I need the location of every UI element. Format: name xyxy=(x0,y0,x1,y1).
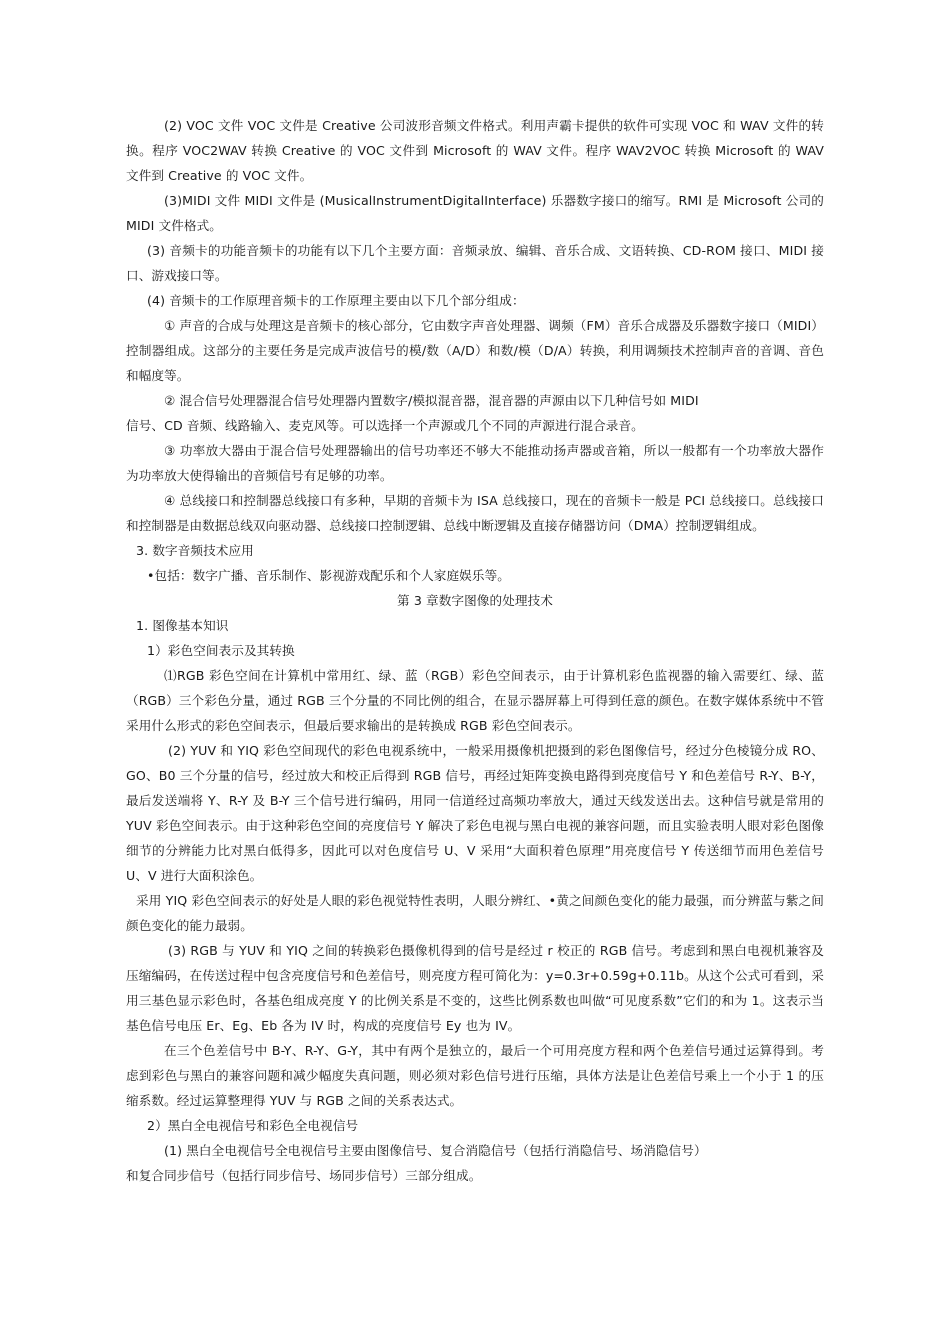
document-body xyxy=(126,113,824,1188)
section-heading-image-basics: 1. 图像基本知识 xyxy=(136,618,229,633)
subsection-heading-tv-signal: 2）黑白全电视信号和彩色全电视信号 xyxy=(147,1118,359,1133)
paragraph-rgb: ⑴RGB 彩色空间在计算机中常用红、绿、蓝（RGB）彩色空间表示，由于计算机彩色监视器的输入需要红、绿、蓝（RGB）三个彩色分量，通过 RGB 三个分量的不同比例的组合，在显示器屏幕上可得到任意的颜色。在数字媒体系统中不管采用什么形式的彩色空间表示，但最后要求输出的是转换成 RGB 彩色空间表示。 xyxy=(126,668,824,733)
paragraph-mixer: ② 混合信号处理器混合信号处理器内置数字/模拟混音器，混音器的声源由以下几种信号如 MIDI xyxy=(164,393,699,408)
paragraph-bw-signal-cont: 和复合同步信号（包括行同步信号、场同步信号）三部分组成。 xyxy=(126,1168,482,1183)
paragraph-voc-file: (2) VOC 文件 VOC 文件是 Creative 公司波形音频文件格式。利用声霸卡提供的软件可实现 VOC 和 WAV 文件的转换。程序 VOC2WAV 转换 Creative 的 VOC 文件到 Microsoft 的 WAV 文件。程序 WAV2VOC 转换 Microsoft 的 WAV 文件到 Creative 的 VOC 文件。 xyxy=(126,118,824,183)
paragraph-bw-signal: (1) 黑白全电视信号全电视信号主要由图像信号、复合消隐信号（包括行消隐信号、场消隐信号） xyxy=(164,1143,707,1158)
paragraph-applications: •包括：数字广播、音乐制作、影视游戏配乐和个人家庭娱乐等。 xyxy=(147,568,510,583)
paragraph-card-principle: (4) 音频卡的工作原理音频卡的工作原理主要由以下几个部分组成： xyxy=(147,293,525,308)
paragraph-midi-file: (3)MIDI 文件 MIDI 文件是 (MusicalInstrumentDigitalInterface) 乐器数字接口的缩写。RMI 是 Microsoft 公司的 MIDI 文件格式。 xyxy=(126,193,824,233)
paragraph-synthesis: ① 声音的合成与处理这是音频卡的核心部分，它由数字声音处理器、调频（FM）音乐合成器及乐器数字接口（MIDI）控制器组成。这部分的主要任务是完成声波信号的模/数（A/D）和数/模（D/A）转换，利用调频技术控制声音的音调、音色和幅度等。 xyxy=(126,318,824,383)
paragraph-mixer-cont: 信号、CD 音频、线路输入、麦克风等。可以选择一个声源或几个不同的声源进行混合录音。 xyxy=(126,418,644,433)
paragraph-color-difference: 在三个色差信号中 B-Y、R-Y、G-Y，其中有两个是独立的，最后一个可用亮度方程和两个色差信号通过运算得到。考虑到彩色与黑白的兼容问题和减少幅度失真问题，则必须对彩色信号进行压缩，具体方法是让色差信号乘上一个小于 1 的压缩系数。经过运算整理得 YUV 与 RGB 之间的关系表达式。 xyxy=(126,1043,824,1108)
paragraph-amplifier: ③ 功率放大器由于混合信号处理器输出的信号功率还不够大不能推动扬声器或音箱，所以一般都有一个功率放大器作为功率放大使得输出的音频信号有足够的功率。 xyxy=(126,443,824,483)
chapter-title: 第 3 章数字图像的处理技术 xyxy=(397,593,553,608)
subsection-heading-color-space: 1）彩色空间表示及其转换 xyxy=(147,643,295,658)
section-heading-applications: 3. 数字音频技术应用 xyxy=(136,543,254,558)
paragraph-card-functions: (3) 音频卡的功能音频卡的功能有以下几个主要方面：音频录放、编辑、音乐合成、文语转换、CD-ROM 接口、MIDI 接口、游戏接口等。 xyxy=(126,243,824,283)
paragraph-bus-interface: ④ 总线接口和控制器总线接口有多种，早期的音频卡为 ISA 总线接口，现在的音频卡一般是 PCI 总线接口。总线接口和控制器是由数据总线双向驱动器、总线接口控制逻辑、总线中断逻辑及直接存储器访问（DMA）控制逻辑组成。 xyxy=(126,493,824,533)
paragraph-conversion: (3) RGB 与 YUV 和 YIQ 之间的转换彩色摄像机得到的信号是经过 r 校正的 RGB 信号。考虑到和黑白电视机兼容及压缩编码，在传送过程中包含亮度信号和色差信号，则亮度方程可简化为：y=0.3r+0.59g+0.11b。从这个公式可看到，采用三基色显示彩色时，各基色组成亮度 Y 的比例关系是不变的，这些比例系数也叫做“可见度系数”它们的和为 1。这表示当基色信号电压 Er、Eg、Eb 各为 IV 时，构成的亮度信号 Ey 也为 IV。 xyxy=(126,943,824,1033)
paragraph-yiq-advantage: 采用 YIQ 彩色空间表示的好处是人眼的彩色视觉特性表明，人眼分辨红、•黄之间颜色变化的能力最强，而分辨蓝与紫之间颜色变化的能力最弱。 xyxy=(126,893,824,933)
paragraph-yuv-yiq: (2) YUV 和 YIQ 彩色空间现代的彩色电视系统中，一般采用摄像机把摄到的彩色图像信号，经过分色棱镜分成 RO、GO、B0 三个分量的信号，经过放大和校正后得到 RGB 信号，再经过矩阵变换电路得到亮度信号 Y 和色差信号 R-Y、B-Y，最后发送端将 Y、R-Y 及 B-Y 三个信号进行编码，用同一信道经过高频功率放大，通过天线发送出去。这种信号就是常用的 YUV 彩色空间表示。由于这种彩色空间的亮度信号 Y 解决了彩色电视与黑白电视的兼容问题，而且实验表明人眼对彩色图像细节的分辨能力比对黑白低得多，因此可以对色度信号 U、V 采用“大面积着色原理”用亮度信号 Y 传送细节而用色差信号 U、V 进行大面积涂色。 xyxy=(126,743,824,883)
